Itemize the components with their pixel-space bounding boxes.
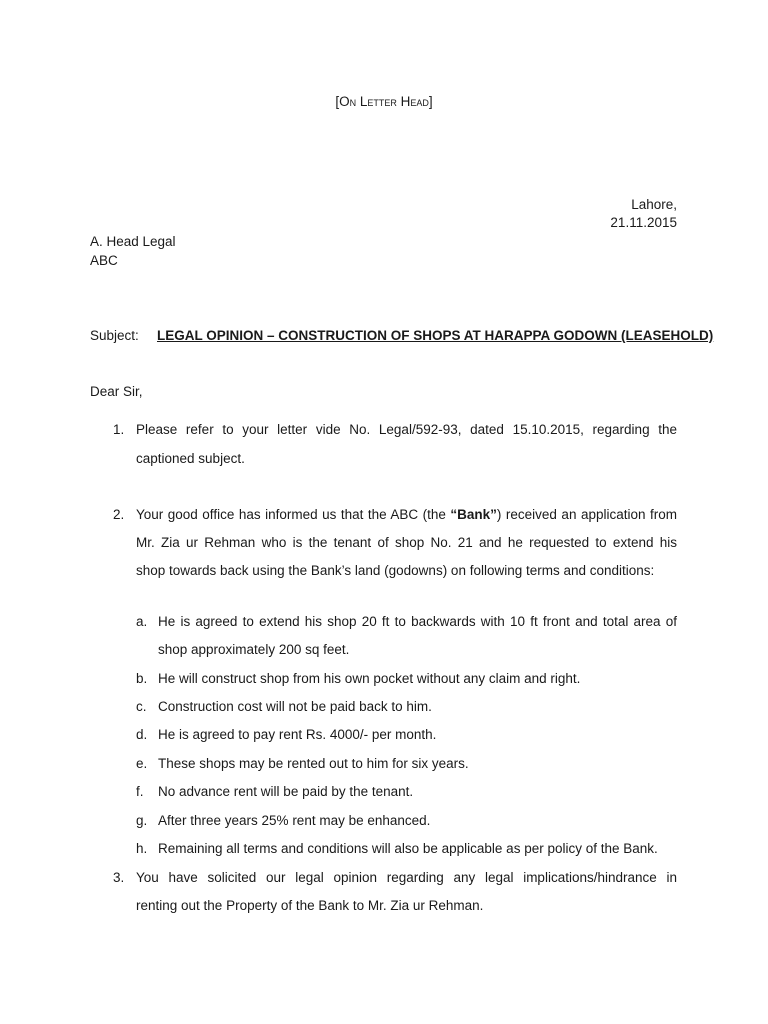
paragraph-2-line-1 — [136, 507, 677, 522]
paragraph-2-line-3: shop towards back using the Bank’s land (godowns) on following terms and conditions: — [136, 563, 655, 578]
paragraph-1-line-1: Please refer to your letter vide No. Legal/592-93, dated 15.10.2015, regarding the — [136, 422, 677, 437]
term-item: Remaining all terms and conditions will also be applicable as per policy of the Bank. — [158, 841, 658, 856]
recipient-organization: ABC — [90, 253, 118, 268]
term-item: Construction cost will not be paid back to him. — [158, 699, 432, 714]
recipient-title: A. Head Legal — [90, 234, 176, 249]
term-letter: a. — [136, 614, 148, 629]
paragraph-3-line-1: You have solicited our legal opinion regarding any legal implications/hindrance in — [136, 870, 677, 885]
paragraph-3-number: 3. — [113, 870, 125, 885]
term-item: These shops may be rented out to him for six years. — [158, 756, 469, 771]
paragraph-2-line-1-start: Your good office has informed us that the ABC (the — [136, 507, 451, 522]
term-item: He is agreed to pay rent Rs. 4000/- per month. — [158, 727, 437, 742]
paragraph-2-line-2: Mr. Zia ur Rehman who is the tenant of shop No. 21 and he requested to extend his — [136, 535, 677, 550]
salutation: Dear Sir, — [90, 384, 143, 399]
term-item-line-2: shop approximately 200 sq feet. — [158, 642, 350, 657]
term-letter: b. — [136, 671, 148, 686]
term-item-line-1: He is agreed to extend his shop 20 ft to backwards with 10 ft front and total area of — [158, 614, 677, 629]
letter-date: 21.11.2015 — [610, 215, 677, 230]
bank-term: “Bank” — [450, 507, 497, 522]
paragraph-2-number: 2. — [113, 507, 125, 522]
term-letter: f. — [136, 784, 144, 799]
paragraph-2-line-1-end: ) received an application from — [496, 507, 677, 522]
term-item: He will construct shop from his own pocket without any claim and right. — [158, 671, 581, 686]
paragraph-3-line-2: renting out the Property of the Bank to Mr. Zia ur Rehman. — [136, 898, 484, 913]
subject-text: LEGAL OPINION – CONSTRUCTION OF SHOPS AT HARAPPA GODOWN (LEASEHOLD) — [157, 328, 714, 343]
paragraph-1-number: 1. — [113, 422, 125, 437]
subject-label: Subject: — [90, 328, 139, 343]
term-letter: e. — [136, 756, 148, 771]
term-letter: h. — [136, 841, 148, 856]
letter-place: Lahore, — [631, 197, 677, 212]
term-letter: d. — [136, 727, 148, 742]
term-letter: g. — [136, 813, 148, 828]
term-item: After three years 25% rent may be enhanced. — [158, 813, 431, 828]
term-letter: c. — [136, 699, 147, 714]
term-item: No advance rent will be paid by the tenant. — [158, 784, 414, 799]
paragraph-1-line-2: captioned subject. — [136, 451, 245, 466]
letterhead-placeholder: [On Letter Head] — [335, 94, 433, 109]
